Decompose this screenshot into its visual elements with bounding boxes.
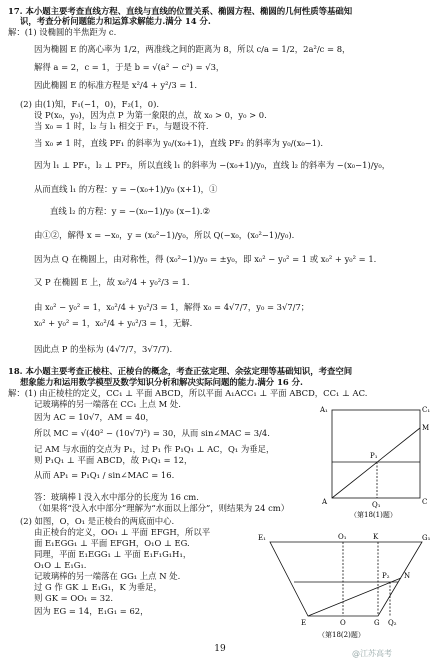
p18-part2-line-8: 则 GK = OO₁ = 32.: [34, 593, 114, 603]
p18-part2-line-7: 过 G 作 GK ⊥ E₁G₁，K 为垂足，: [34, 582, 162, 592]
label-p2: P₂: [382, 572, 390, 580]
p18-part1-line-9: （如果将“没入水中部分”理解为“水面以上部分”，则结果为 24 cm）: [34, 503, 290, 513]
figure-18-1-caption: （第18(1)题）: [350, 511, 397, 519]
label-o1: O₁: [338, 533, 347, 541]
p18-part2-line-9: 因为 EG = 14，E₁G₁ = 62，: [34, 606, 149, 616]
label-o: O: [340, 619, 346, 627]
p17-part2-line-5: 从而直线 l₁ 的方程：y = −(x₀+1)/y₀ (x+1)，①: [34, 184, 218, 194]
label-k: K: [373, 533, 379, 541]
p18-part2-line-4: 同理，平面 E₁EGG₁ ⊥ 平面 E₁F₁G₁H₁，: [34, 549, 192, 559]
p18-header-2: 想象能力和运用数学模型及数学知识分析和解决实际问题的能力.满分 16 分.: [20, 377, 303, 387]
label-a1: A₁: [320, 406, 328, 414]
label-n: N: [404, 572, 411, 580]
label-m: M: [422, 424, 430, 432]
label-c: C: [422, 498, 428, 506]
glass-rod-line: [332, 428, 420, 498]
p17-part2-line-3: 当 x₀ ≠ 1 时，直线 PF₁ 的斜率为 y₀/(x₀+1)，直线 PF₂ 的斜率为 y₀/(x₀−1).: [34, 138, 324, 148]
p17-part2-line-7: 由①②，解得 x = −x₀，y = (x₀²−1)/y₀，所以 Q(−x₀，(x₀²−1)/y₀).: [34, 230, 295, 240]
p18-part1-line-8: 答：玻璃棒 l 没入水中部分的长度为 16 cm.: [34, 492, 199, 502]
p18-part2-line-2: 由正棱台的定义，OO₁ ⊥ 平面 EFGH，所以平: [34, 527, 211, 537]
p18-part1-line-4: 所以 MC = √(40² − (10√7)²) = 30，从而 sin∠MAC = 3/4.: [34, 428, 270, 438]
p18-part1-line-2: 记玻璃棒的另一端落在 CC₁ 上点 M 处.: [34, 399, 181, 409]
p17-part2-system-2: x₀² + y₀² = 1，x₀²/4 + y₀²/3 = 1，无解.: [34, 318, 193, 328]
p18-part2-line-1: (2) 如图，O，O₁ 是正棱台的两底面中心.: [20, 516, 175, 526]
p17-part2-line-1: 设 P(x₀，y₀)，因为点 P 为第一象限的点，故 x₀ > 0，y₀ > 0.: [34, 110, 267, 120]
label-q1: Q₁: [372, 501, 381, 509]
p18-part1-line-3: 因为 AC = 10√7，AM = 40，: [34, 412, 154, 422]
glass-rod-line-2: [308, 578, 401, 616]
p17-part2-line-2: 当 x₀ = 1 时，l₂ 与 l₁ 相交于 F₁，与题设不符.: [34, 121, 209, 131]
p17-part2-line-11: 因此点 P 的坐标为 (4√7/7，3√7/7).: [34, 344, 173, 354]
p17-part1-line-1: 因为椭圆 E 的离心率为 1/2，两准线之间的距离为 8，所以 c/a = 1/2，2a²/c = 8，: [34, 44, 351, 54]
figure-18-2-caption: （第18(2)题）: [318, 631, 365, 639]
p17-part1-line-3: 因此椭圆 E 的标准方程是 x²/4 + y²/3 = 1.: [34, 80, 197, 90]
label-c1: C₁: [422, 406, 431, 414]
p17-part2-title: (2) 由(1)知，F₁(−1，0)，F₂(1，0).: [20, 99, 160, 109]
label-e: E: [301, 619, 307, 627]
label-a: A: [322, 498, 328, 506]
p17-header-2: 识，考查分析问题能力和运算求解能力.满分 14 分.: [20, 16, 211, 26]
p17-part2-line-4: 因为 l₁ ⊥ PF₁，l₂ ⊥ PF₂，所以直线 l₁ 的斜率为 −(x₀+1)/y₀，直线 l₂ 的斜率为 −(x₀−1)/y₀，: [34, 160, 391, 170]
watermark: @江苏高考: [352, 649, 392, 658]
p18-part2-line-3: 面 E₁EGG₁ ⊥ 平面 EFGH，O₁O ⊥ EG.: [34, 538, 190, 548]
p17-part2-line-9: 又 P 在椭圆 E 上，故 x₀²/4 + y₀²/3 = 1.: [34, 277, 190, 287]
page-number: 19: [214, 644, 226, 654]
p17-part2-line-8: 因为点 Q 在椭圆上，由对称性，得 (x₀²−1)/y₀ = ±y₀，即 x₀² − y₀² = 1 或 x₀² + y₀² = 1.: [34, 254, 377, 264]
figure-18-1: [316, 400, 434, 520]
p18-part1-line-1: 解：(1) 由正棱柱的定义，CC₁ ⊥ 平面 ABCD，所以平面 A₁ACC₁ ⊥ 平面 ABCD，CC₁ ⊥ AC.: [8, 388, 368, 398]
p17-part1-title: 解：(1) 设椭圆的半焦距为 c.: [8, 27, 117, 37]
figure-18-2: [256, 530, 436, 642]
p17-part1-line-2: 解得 a = 2，c = 1，于是 b = √(a² − c²) = √3，: [34, 62, 225, 72]
label-e1: E₁: [258, 534, 266, 542]
p18-part1-line-7: 从而 AP₁ = P₁Q₁ / sin∠MAC = 16.: [34, 470, 175, 480]
p18-header-1: 18. 本小题主要考查正棱柱、正棱台的概念，考查正弦定理、余弦定理等基础知识，考查空间: [8, 366, 353, 376]
label-g1: G₁: [422, 534, 431, 542]
p17-part2-line-6: 直线 l₂ 的方程：y = −(x₀−1)/y₀ (x−1).②: [50, 206, 211, 216]
p17-header-1: 17. 本小题主要考查直线方程、直线与直线的位置关系、椭圆方程、椭圆的几何性质等基础知: [8, 6, 353, 16]
p18-part1-line-5: 记 AM 与水面的交点为 P₁，过 P₁ 作 P₁Q₁ ⊥ AC，Q₁ 为垂足，: [34, 444, 275, 454]
label-p1: P₁: [370, 452, 378, 460]
p18-part1-line-6: 则 P₁Q₁ ⊥ 平面 ABCD，故 P₁Q₁ = 12，: [34, 455, 193, 465]
p17-part2-system-1: 由 x₀² − y₀² = 1，x₀²/4 + y₀²/3 = 1，解得 x₀ = 4√7/7，y₀ = 3√7/7；: [34, 302, 310, 312]
label-q2: Q₂: [388, 619, 397, 627]
label-g: G: [374, 619, 380, 627]
p18-part2-line-5: O₁O ⊥ E₁G₁.: [34, 560, 87, 570]
p18-part2-line-6: 记玻璃棒的另一端落在 GG₁ 上点 N 处.: [34, 571, 181, 581]
